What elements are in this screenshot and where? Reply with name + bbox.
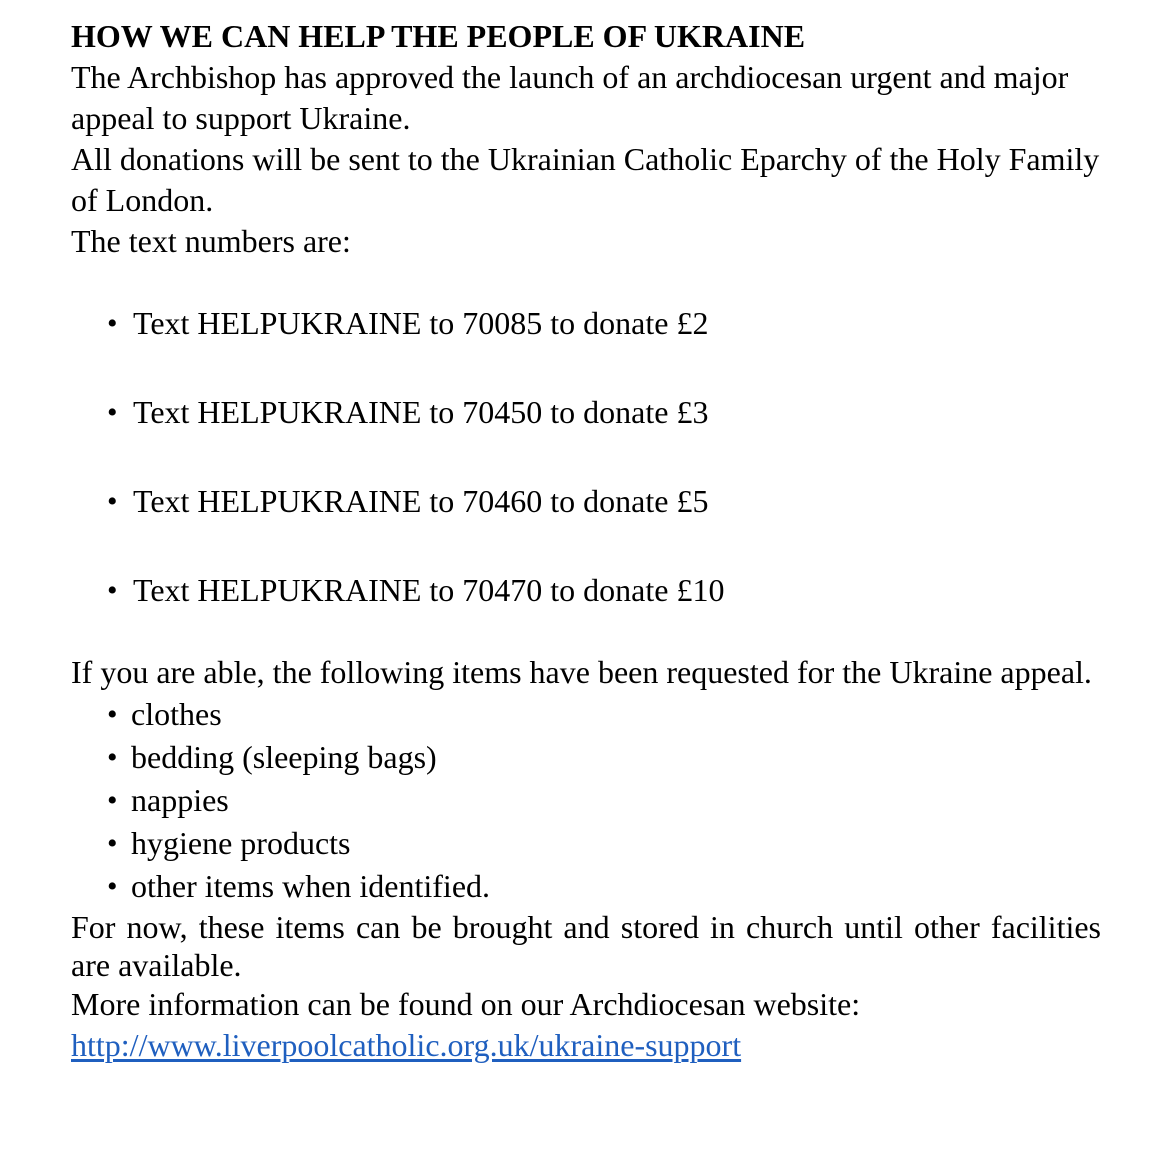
list-item	[71, 822, 1101, 865]
list-item	[71, 570, 1101, 611]
spacer	[71, 611, 1101, 652]
bullet-icon: •	[107, 574, 118, 607]
item-label: nappies	[131, 782, 229, 818]
item-label: clothes	[131, 696, 222, 732]
bullet-icon: •	[107, 307, 118, 340]
item-label: bedding (sleeping bags)	[131, 739, 437, 775]
text-numbers-heading: The text numbers are:	[71, 223, 351, 259]
item-label: hygiene products	[131, 825, 351, 861]
page-title: HOW WE CAN HELP THE PEOPLE OF UKRAINE	[71, 18, 806, 54]
donations-paragraph: All donations will be sent to the Ukrainian Catholic Eparchy of the Holy Family of London.	[71, 141, 1100, 218]
website-link[interactable]: http://www.liverpoolcatholic.org.uk/ukraine-support	[71, 1027, 742, 1063]
more-info-paragraph: More information can be found on our Archdiocesan website:	[71, 986, 861, 1022]
text-number-label: Text HELPUKRAINE to 70470 to donate £10	[133, 572, 725, 608]
spacer	[71, 262, 1101, 303]
list-item	[71, 865, 1101, 908]
item-label: other items when identified.	[131, 868, 491, 904]
list-item	[71, 481, 1101, 522]
list-item	[71, 392, 1101, 433]
list-item	[71, 779, 1101, 822]
text-number-label: Text HELPUKRAINE to 70450 to donate £3	[133, 394, 709, 430]
text-number-label: Text HELPUKRAINE to 70460 to donate £5	[133, 483, 709, 519]
text-numbers-list	[71, 303, 1101, 611]
list-item	[71, 736, 1101, 779]
bullet-icon: •	[107, 698, 118, 731]
bullet-icon: •	[107, 827, 118, 860]
document-body	[71, 16, 1101, 1066]
text-number-label: Text HELPUKRAINE to 70085 to donate £2	[133, 305, 709, 341]
bullet-icon: •	[107, 396, 118, 429]
requested-items-list	[71, 693, 1101, 908]
storage-paragraph: For now, these items can be brought and stored in church until other facilities are available.	[71, 909, 1101, 983]
bullet-icon: •	[107, 485, 118, 518]
items-intro-paragraph: If you are able, the following items have been requested for the Ukraine appeal.	[71, 654, 1092, 690]
bullet-icon: •	[107, 870, 118, 903]
bullet-icon: •	[107, 784, 118, 817]
bullet-icon: •	[107, 741, 118, 774]
list-item	[71, 693, 1101, 736]
list-item	[71, 303, 1101, 344]
intro-paragraph: The Archbishop has approved the launch of an archdiocesan urgent and major appeal to support Ukraine.	[71, 59, 1069, 136]
